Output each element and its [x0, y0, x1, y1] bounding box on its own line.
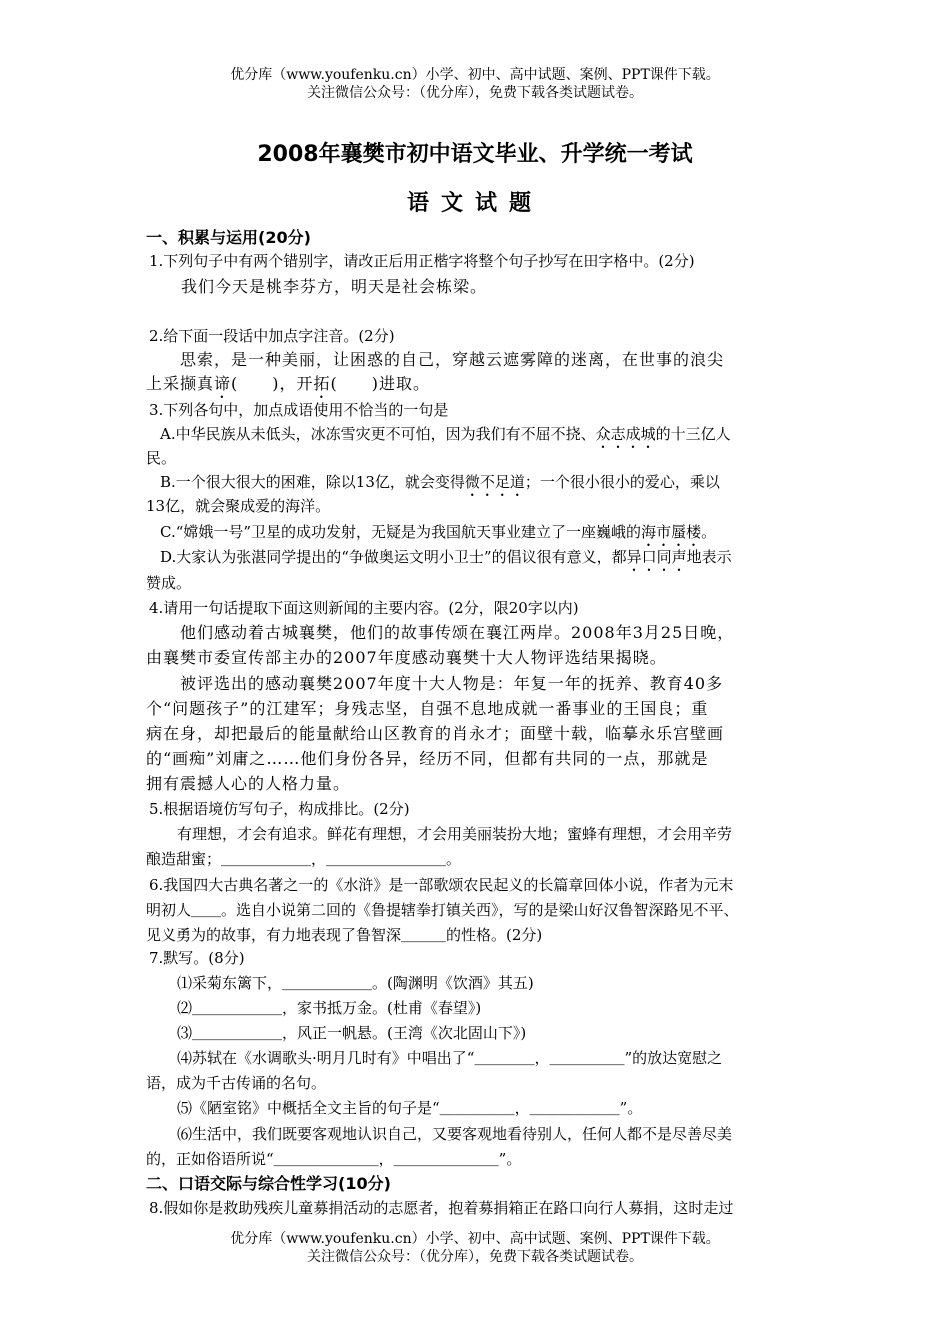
- q6-line-3: 见义勇为的故事，有力地表现了鲁智深＿＿＿的性格。(2分): [146, 926, 543, 944]
- q3-option-d-cont: 赞成。: [146, 574, 192, 592]
- q7-item-5: ⑸《陋室铭》中概括全文主旨的句子是“＿＿＿＿＿，＿＿＿＿＿＿”。: [177, 1099, 643, 1117]
- q3-prompt: 3.下列各句中，加点成语使用不恰当的一句是: [149, 401, 449, 419]
- q7-item-4-cont: 语，成为千古传诵的名句。: [146, 1074, 327, 1092]
- q7-item-6-cont: 的，正如俗语所说“＿＿＿＿＿＿＿，＿＿＿＿＿＿＿”。: [146, 1150, 522, 1168]
- q3-option-c: C.“嫦娥一号”卫星的成功发射，无疑是为我国航天事业建立了一座巍峨的海市蜃楼。: [160, 523, 717, 541]
- q3-option-b-cont: 13亿，就会聚成爱的海洋。: [146, 497, 331, 515]
- q5-line-1: 有理想，才会有追求。鲜花有理想，才会用美丽装扮大地；蜜蜂有理想，才会用辛劳: [177, 825, 733, 843]
- q4-news-line: 他们感动着古城襄樊，他们的故事传颂在襄江两岸。2008年3月25日晚，: [180, 623, 735, 642]
- q5-line-2: 酿造甜蜜；＿＿＿＿＿＿，＿＿＿＿＿＿＿＿。: [146, 850, 462, 868]
- q4-news-line: 拥有震撼人心的人格力量。: [146, 774, 351, 793]
- footer-line-2: 关注微信公众号：（优分库），免费下载各类试题试卷。: [307, 1249, 643, 1265]
- q3-option-a: A.中华民族从未低头，冰冻雪灾更不可怕，因为我们有不屈不挠、众志成城的十三亿人: [160, 425, 731, 443]
- q4-news-line: 个“问题孩子”的江建军；身残志坚，自强不息地成就一番事业的王国良；重: [146, 699, 709, 718]
- footer-line-1: 优分库（www.youfenku.cn）小学、初中、高中试题、案例、PPT课件下载。: [230, 1231, 720, 1247]
- q7-prompt: 7.默写。(8分): [149, 949, 245, 967]
- q2-dotted-char-2: 拓: [313, 374, 331, 393]
- q3-idiom-c: 海市蜃楼: [641, 523, 702, 541]
- q5-prompt: 5.根据语境仿写句子，构成排比。(2分): [149, 800, 410, 818]
- q6-line-2: 明初人＿＿。选自小说第二回的《鲁提辖拳打镇关西》，写的是梁山好汉鲁智深路见不平、: [146, 901, 739, 919]
- q3-idiom-a: 众志成城: [595, 425, 656, 443]
- q4-prompt: 4.请用一句话提取下面这则新闻的主要内容。(2分，限20字以内): [149, 599, 579, 617]
- q3-option-d: D.大家认为张湛同学提出的“争做奥运文明小卫士”的倡议很有意义，都异口同声地表示: [160, 548, 732, 566]
- q3-idiom-b: 微不足道: [464, 473, 525, 491]
- q2-prompt: 2.给下面一段话中加点字注音。(2分): [149, 327, 395, 345]
- q8-line-1: 8.假如你是救助残疾儿童募捐活动的志愿者，抱着募捐箱正在路口向行人募捐，这时走过: [149, 1199, 734, 1217]
- q4-news-line: 病在身，却把最后的能量献给山区教育的肖永才；面壁十载，临摹永乐宫壁画: [146, 724, 725, 743]
- exam-subtitle: 语文试题: [406, 190, 543, 216]
- header-line-1: 优分库（www.youfenku.cn）小学、初中、高中试题、案例、PPT课件下载。: [230, 67, 720, 83]
- header-line-2: 关注微信公众号：（优分库），免费下载各类试题试卷。: [307, 85, 643, 101]
- q4-news-line: 的“画痴”刘庸之……他们身份各异，经历不同，但都有共同的一点，那就是: [146, 749, 709, 768]
- q7-item-1: ⑴采菊东篱下，＿＿＿＿＿＿。(陶渊明《饮酒》其五): [177, 974, 534, 992]
- q7-item-2: ⑵＿＿＿＿＿＿，家书抵万金。(杜甫《春望》): [177, 999, 482, 1017]
- q3-option-a-cont: 民。: [146, 449, 177, 467]
- q6-line-1: 6.我国四大古典名著之一的《水浒》是一部歌颂农民起义的长篇章回体小说，作者为元末: [149, 876, 734, 894]
- section-2-heading: 二、口语交际与综合性学习(10分): [146, 1174, 391, 1193]
- q3-idiom-d: 异口同声: [626, 548, 687, 566]
- q2-line-1: 思索，是一种美丽，让困惑的自己，穿越云遮雾障的迷离，在世事的浪尖: [180, 350, 725, 369]
- q7-item-4: ⑷苏轼在《水调歌头·明月几时有》中唱出了“＿＿＿＿，＿＿＿＿＿”的放达宽慰之: [177, 1049, 723, 1067]
- exam-title: 2008年襄樊市初中语文毕业、升学统一考试: [257, 142, 693, 167]
- q4-news-line: 被评选出的感动襄樊2007年度十大人物是：年复一年的抚养、教育40多: [180, 674, 724, 693]
- q1-sentence: 我们今天是桃李芬方，明天是社会栋梁。: [181, 277, 488, 296]
- q4-news-line: 由襄樊市委宣传部主办的2007年度感动襄樊十大人物评选结果揭晓。: [146, 648, 667, 667]
- q3-option-b: B.一个很大很大的困难，除以13亿，就会变得微不足道；一个很小很小的爱心，乘以: [160, 473, 720, 491]
- q2-dotted-char-1: 谛: [214, 374, 232, 393]
- q7-item-3: ⑶＿＿＿＿＿＿，风正一帆悬。(王湾《次北固山下》): [177, 1024, 527, 1042]
- section-1-heading: 一、积累与运用(20分): [146, 228, 311, 247]
- q1-prompt: 1.下列句子中有两个错别字，请改正后用正楷字将整个句子抄写在田字格中。(2分): [149, 252, 695, 270]
- q2-line-2: 上采撷真谛( )，开拓( )进取。: [146, 374, 431, 393]
- q7-item-6: ⑹生活中，我们既要客观地认识自己，又要客观地看待别人，任何人都不是尽善尽美: [177, 1125, 733, 1143]
